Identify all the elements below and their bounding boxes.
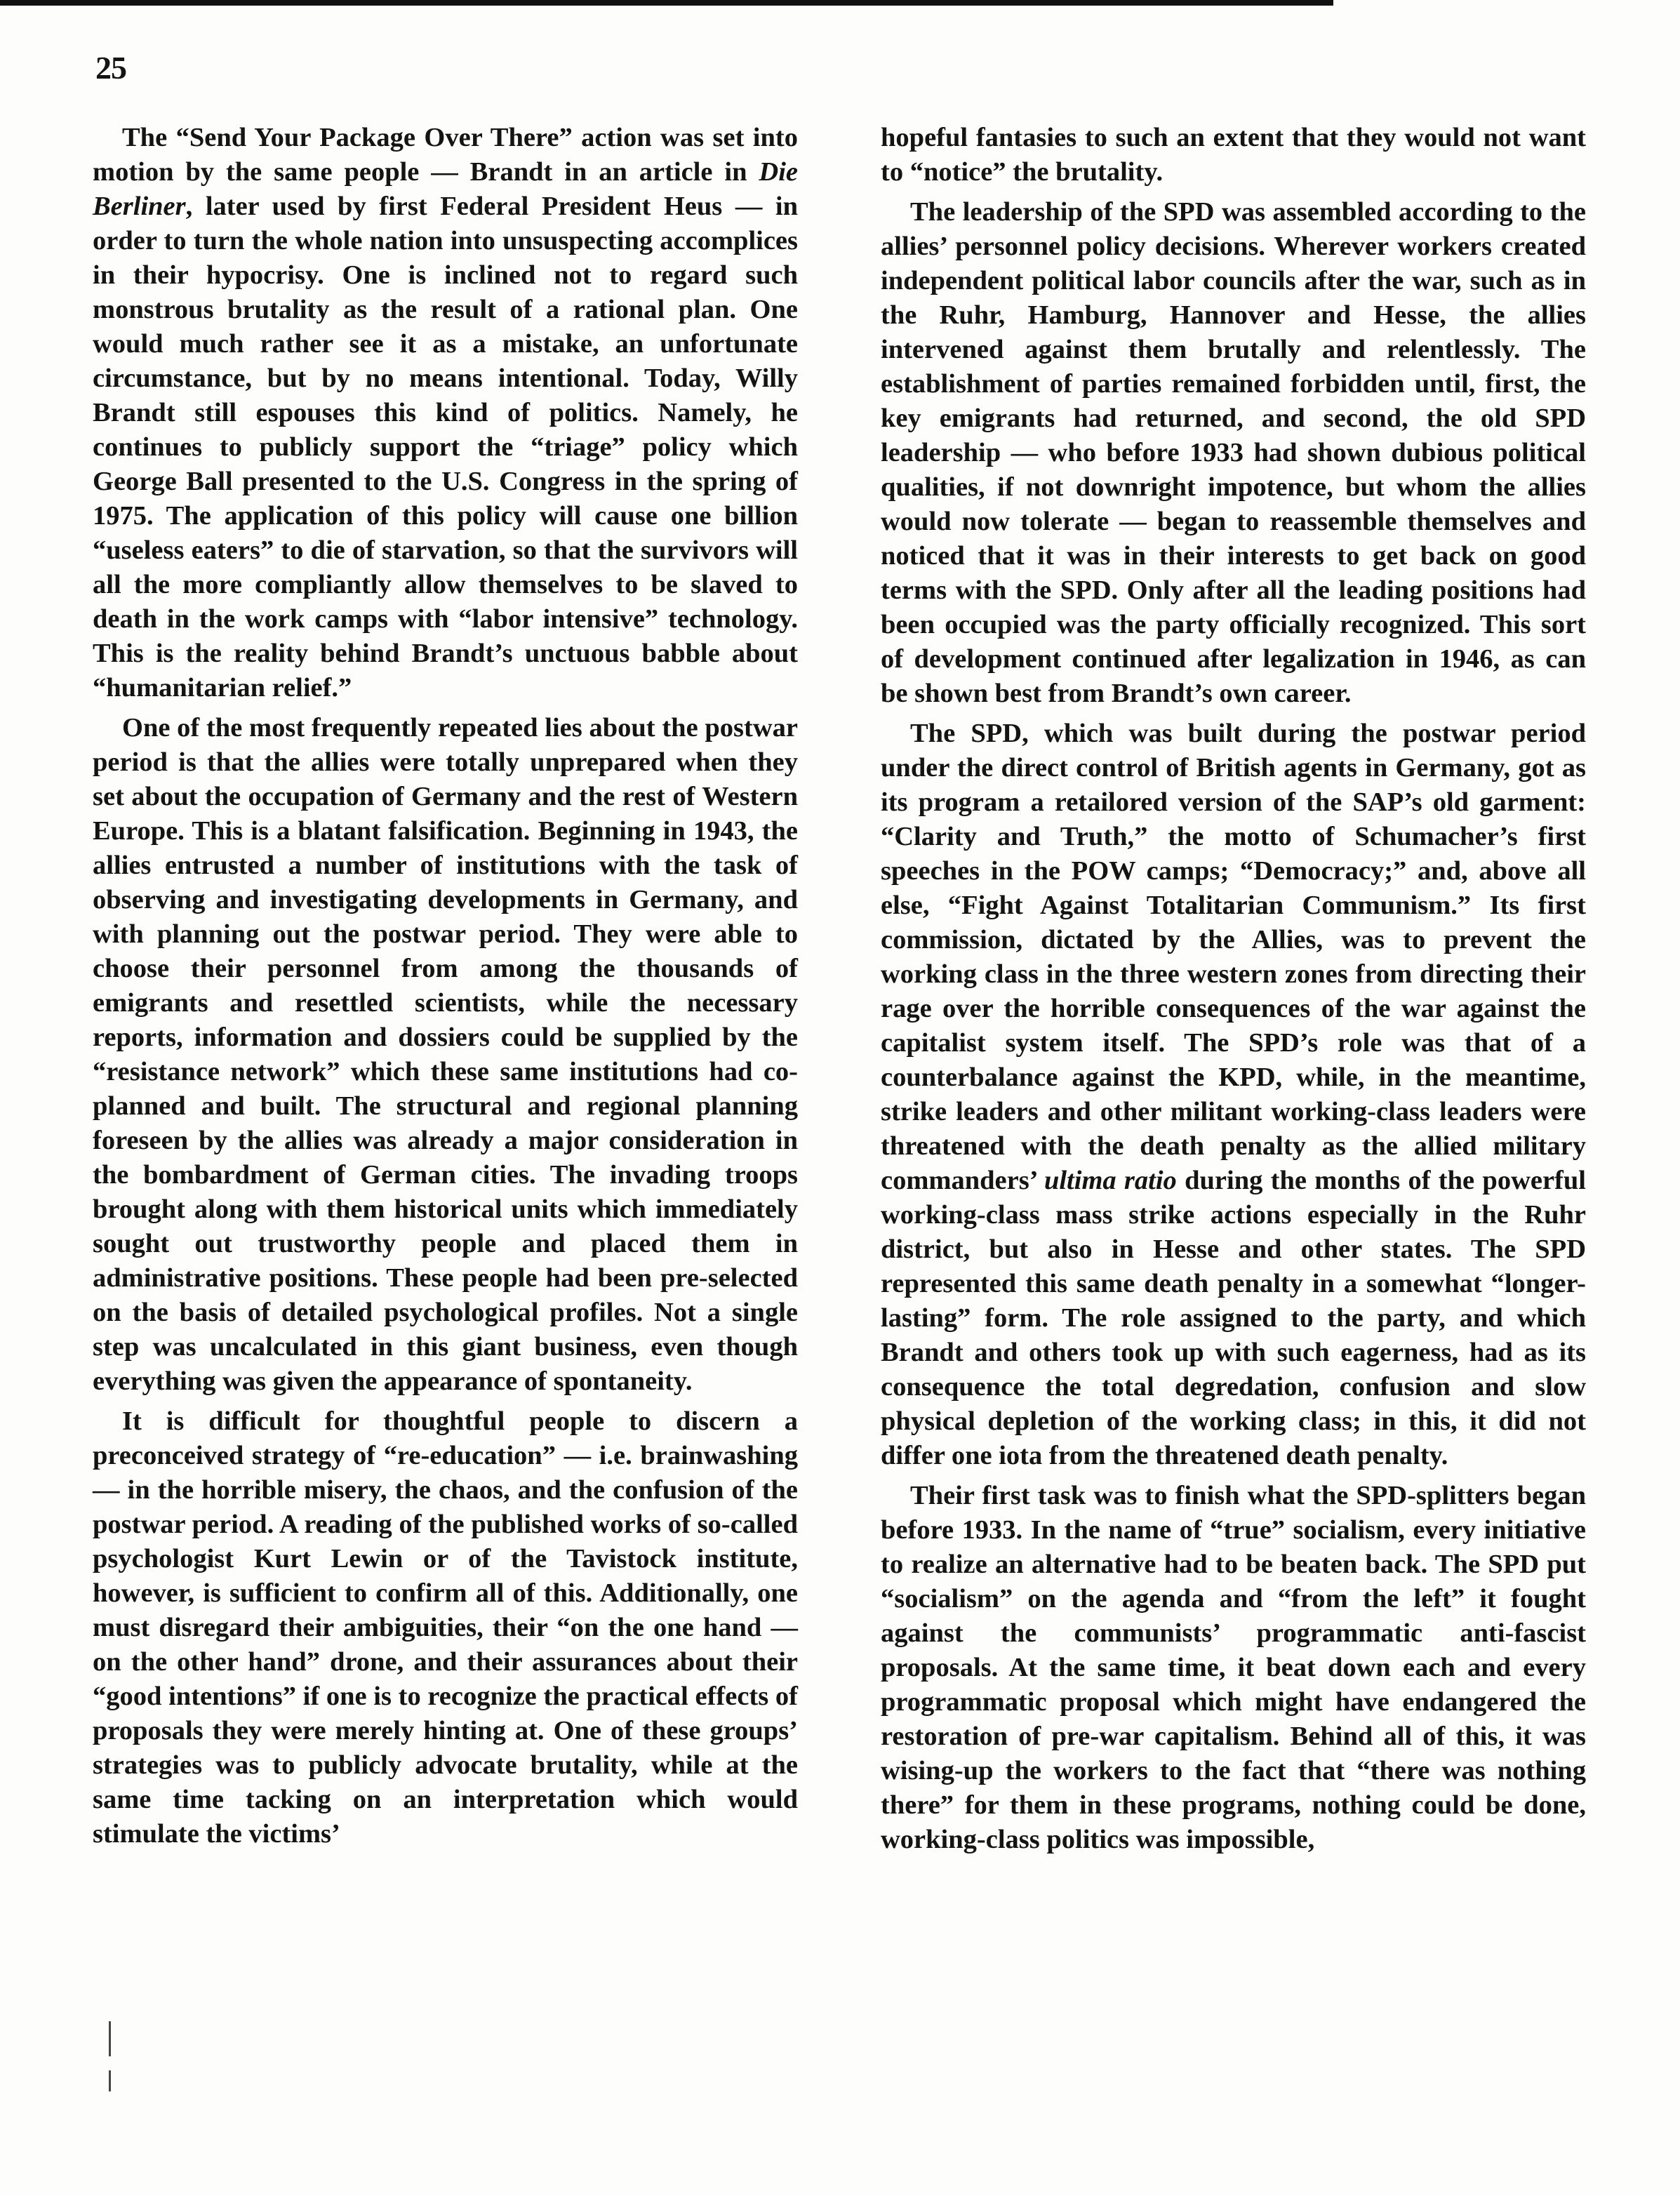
text-span: The SPD, which was built during the postwar period under the direct control of British agents in Germany, got as its program a retailored version of the SAP’s old garment: “Clarity and Truth,” the motto of Schumacher’s first speeches in the POW camps; “Democracy;” and, above all else, “Fight Against Totalitarian Communism.” Its first commission, dictated by the Allies, was to prevent the working class in the three western zones from directing their rage over the horrible consequences of the war against the capitalist system itself. The SPD’s role was that of a counterbalance against the KPD, while, in the meantime, strike leaders and other militant working-class leaders were threatened with the death penalty as the allied military commanders’ — [881, 719, 1586, 1195]
right-column — [881, 121, 1586, 1863]
paragraph — [93, 121, 798, 705]
top-rule — [0, 0, 1333, 6]
italic-title: Die Berliner — [93, 157, 798, 221]
paragraph: The leadership of the SPD was assembled according to the allies’ personnel policy decisions. Wherever workers created independent political labor councils after the war, such as in the Ruhr, Hamburg, Hannover and Hesse, the allies intervened against them brutally and relentlessly. The establishment of parties remained forbidden until, first, the key emigrants had returned, and second, the old SPD leadership — who before 1933 had shown dubious political qualities, if not downright impotence, but whom the allies would now tolerate — began to reassemble themselves and noticed that it was in their interests to get back on good terms with the SPD. Only after all the leading positions had been occupied was the party officially recognized. This sort of development continued after legalization in 1946, as can be shown best from Brandt’s own career. — [881, 197, 1586, 708]
paragraph: hopeful fantasies to such an extent that they would not want to “notice” the brutality. — [881, 123, 1586, 187]
scan-mark — [109, 2021, 111, 2056]
text-span: The “Send Your Package Over There” action was set into motion by the same people — Brandt in an article in — [93, 123, 798, 187]
italic-phrase: ultima ratio — [1044, 1166, 1177, 1195]
text-span: during the months of the powerful working-class mass strike actions especially in the Ruhr district, but also in Hesse and other states. The SPD represented this same death penalty in a somewhat “longer-lasting” form. The role assigned to the party, and which Brandt and others took up with such eagerness, had as its consequence the total degredation, confusion and slow physical depletion of the working class; in this, it did not differ one iota from the threatened death penalty. — [881, 1166, 1586, 1470]
paragraph — [881, 717, 1586, 1473]
page-number: 25 — [95, 50, 126, 86]
text-span: , later used by first Federal President Heus — in order to turn the whole nation into unsuspecting accomplices in their hypocrisy. One is inclined not to regard such monstrous brutality as the result of a rational plan. One would much rather see it as a mistake, an unfortunate circumstance, but by no means intentional. Today, Willy Brandt still espouses this kind of politics. Namely, he continues to publicly support the “triage” policy which George Ball presented to the U.S. Congress in the spring of 1975. The application of this policy will cause one billion “useless eaters” to die of starvation, so that the survivors will all the more compliantly allow themselves to be slaved to death in the work camps with “labor intensive” technology. This is the reality behind Brandt’s unctuous babble about “humanitarian relief.” — [93, 192, 798, 703]
paragraph: One of the most frequently repeated lies about the postwar period is that the allies were totally unprepared when they set about the occupation of Germany and the rest of Western Europe. This is a blatant falsification. Beginning in 1943, the allies entrusted a number of institutions with the task of observing and investigating developments in Germany, and with planning out the postwar period. They were able to choose their personnel from among the thousands of emigrants and resettled scientists, while the necessary reports, information and dossiers could be supplied by the “resistance network” which these same institutions had co-planned and built. The structural and regional planning foreseen by the allies was already a major consideration in the bombardment of German cities. The invading troops brought along with them historical units which immediately sought out trustworthy people and placed them in administrative positions. These people had been pre-selected on the basis of detailed psychological profiles. Not a single step was uncalculated in this giant business, even though everything was given the appearance of spontaneity. — [93, 713, 798, 1396]
scan-mark — [109, 2070, 111, 2091]
paragraph: It is difficult for thoughtful people to discern a preconceived strategy of “re-education” — i.e. brainwashing — in the horrible misery, the chaos, and the confusion of the postwar period. A reading of the published works of so-called psychologist Kurt Lewin or of the Tavistock institute, however, is sufficient to confirm all of this. Additionally, one must disregard their ambiguities, their “on the one hand — on the other hand” drone, and their assurances about their “good intentions” if one is to recognize the practical effects of proposals they were merely hinting at. One of these groups’ strategies was to publicly advocate brutality, while at the same time tacking on an interpretation which would stimulate the victims’ — [93, 1406, 798, 1849]
paragraph: Their first task was to finish what the SPD-splitters began before 1933. In the name of “true” socialism, every initiative to realize an alternative had to be beaten back. The SPD put “socialism” on the agenda and “from the left” it fought against the communists’ programmatic anti-fascist proposals. At the same time, it beat down each and every programmatic proposal which might have endangered the restoration of pre-war capitalism. Behind all of this, it was wising-up the workers to the fact that “there was nothing there” for them in these programs, nothing could be done, working-class politics was impossible, — [881, 1481, 1586, 1854]
left-column — [93, 121, 798, 1857]
